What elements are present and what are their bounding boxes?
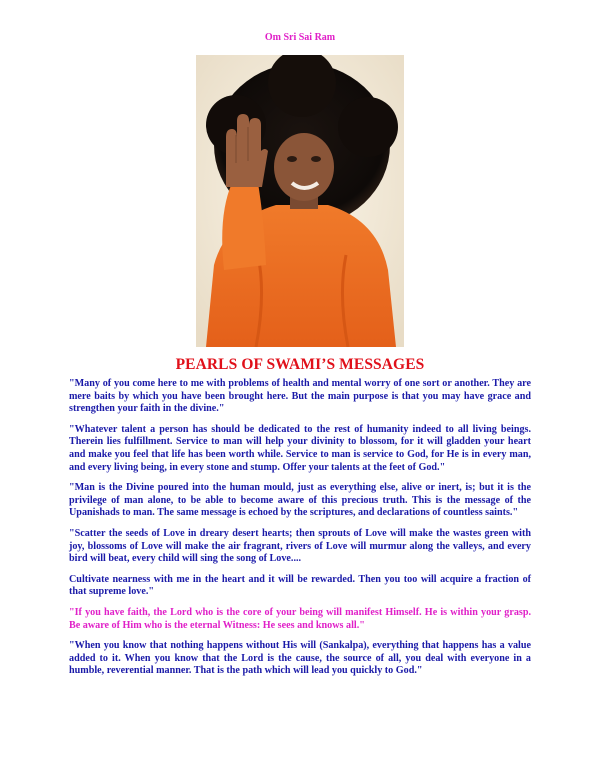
message-paragraph: Cultivate nearness with me in the heart and it will be rewarded. Then you too will acquire a fraction of that supreme love." <box>69 573 531 598</box>
message-paragraph: "Scatter the seeds of Love in dreary desert hearts; then sprouts of Love will make the wastes green with joy, blossoms of Love will make the air fragrant, rivers of Love will murmur along the valleys, and every bird will beat, every child will sing the song of Love.... <box>69 527 531 565</box>
document-title: PEARLS OF SWAMI’S MESSAGES <box>175 356 425 373</box>
portrait-photo <box>196 55 404 347</box>
message-list <box>69 378 531 686</box>
page-header: Om Sri Sai Ram <box>264 32 336 43</box>
message-paragraph: "When you know that nothing happens without His will (Sankalpa), everything that happens has a value added to it. When you know that the Lord is the cause, the source of all, you deal with everyone in a humble, reverential manner. That is the path which will lead you quickly to God." <box>69 640 531 677</box>
message-paragraph-highlight: "If you have faith, the Lord who is the core of your being will manifest Himself. He is within your grasp. Be aware of Him who is the eternal Witness: He sees and knows all." <box>69 606 531 631</box>
message-paragraph: "Many of you come here to me with problems of health and mental worry of one sort or another. They are mere baits by which you have been brought here. But the main purpose is that you may have grace and strengthen your faith in the divine." <box>69 378 531 415</box>
message-paragraph: "Whatever talent a person has should be dedicated to the rest of humanity indeed to all living beings. Therein lies fulfillment. Service to man will help your divinity to blossom, for it will gladden your heart and make you feel that life has been worth while. Service to man is service to God, for He is in every man, and every living being, in every stone and stump. Offer your talents at the feet of God." <box>69 423 531 473</box>
message-paragraph: "Man is the Divine poured into the human mould, just as everything else, alive or inert, is; but it is the privilege of man alone, to be able to become aware of this precious truth. This is the message of the Upanishads to man. The same message is echoed by the scriptures, and declarations of countless saints." <box>69 482 531 519</box>
